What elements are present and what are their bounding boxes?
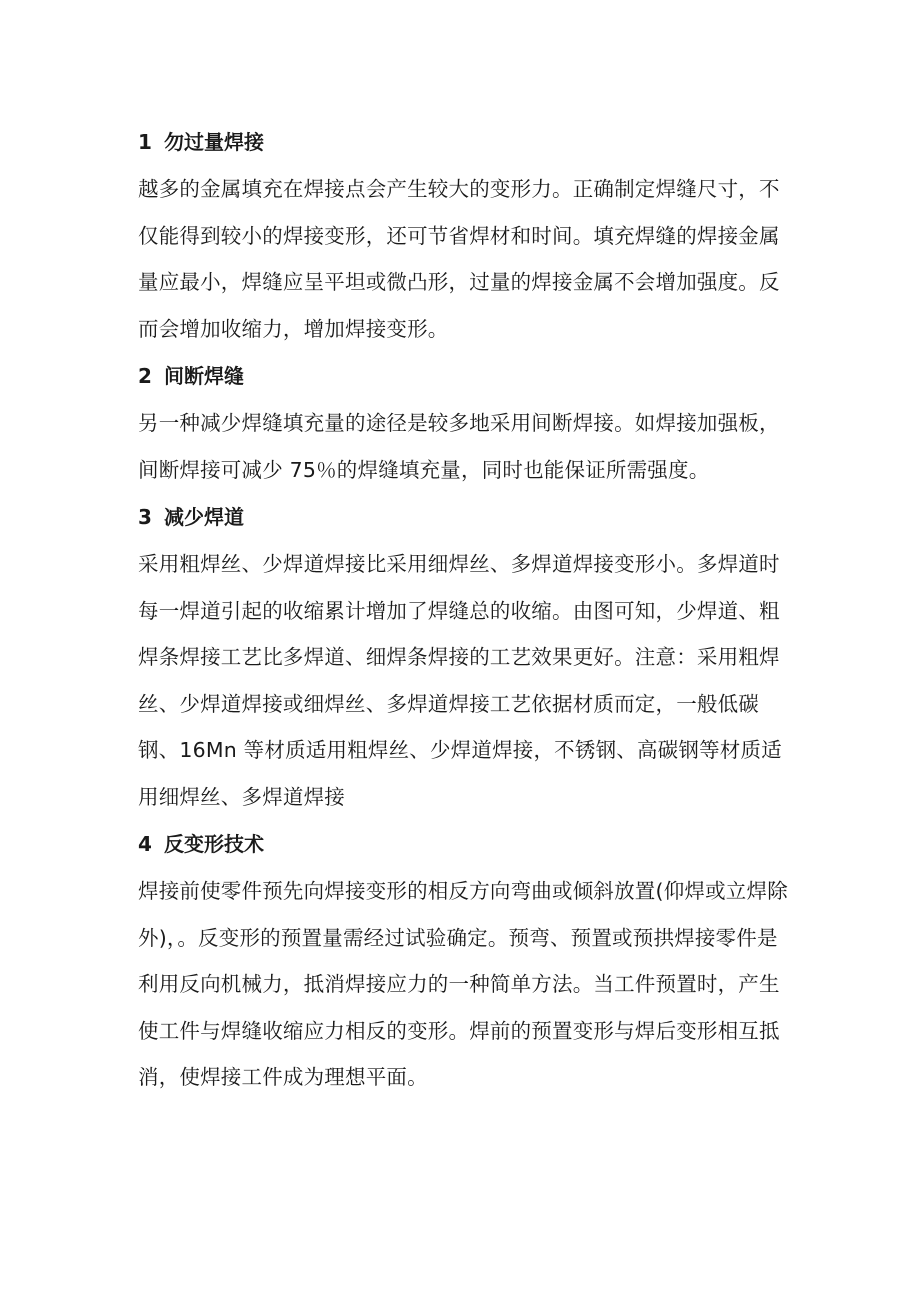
section-paragraph: 采用粗焊丝、少焊道焊接比采用细焊丝、多焊道焊接变形小。多焊道时每一焊道引起的收缩累计增加了焊缝总的收缩。由图可知，少焊道、粗焊条焊接工艺比多焊道、细焊条焊接的工艺效果更好。注意：采用粗焊丝、少焊道焊接或细焊丝、多焊道焊接工艺依据材质而定，一般低碳钢、16Mn 等材质适用粗焊丝、少焊道焊接，不锈钢、高碳钢等材质适用细焊丝、多焊道焊接 [138,552,782,809]
section-paragraph: 另一种减少焊缝填充量的途径是较多地采用间断焊接。如焊接加强板，间断焊接可减少 75％的焊缝填充量，同时也能保证所需强度。 [138,411,780,482]
section-title: 减少焊道 [164,505,244,529]
section-4 [138,820,798,1101]
section-number: 1 [138,130,152,154]
section-heading [138,820,798,868]
section-number: 4 [138,832,152,856]
section-2 [138,352,798,493]
document-body [138,118,798,1101]
section-1 [138,118,798,352]
section-heading [138,493,798,541]
section-title: 反变形技术 [164,832,264,856]
section-heading [138,118,798,166]
section-3 [138,493,798,820]
section-paragraph: 焊接前使零件预先向焊接变形的相反方向弯曲或倾斜放置(仰焊或立焊除外)，。反变形的预置量需经过试验确定。预弯、预置或预拱焊接零件是利用反向机械力，抵消焊接应力的一种简单方法。当工件预置时，产生使工件与焊缝收缩应力相反的变形。焊前的预置变形与焊后变形相互抵消，使焊接工件成为理想平面。 [138,879,788,1089]
section-number: 3 [138,505,152,529]
section-title: 间断焊缝 [164,364,244,388]
section-paragraph: 越多的金属填充在焊接点会产生较大的变形力。正确制定焊缝尺寸，不仅能得到较小的焊接变形，还可节省焊材和时间。填充焊缝的焊接金属量应最小，焊缝应呈平坦或微凸形，过量的焊接金属不会增加强度。反而会增加收缩力，增加焊接变形。 [138,177,780,341]
section-number: 2 [138,364,152,388]
section-heading [138,352,798,400]
section-title: 勿过量焊接 [164,130,264,154]
